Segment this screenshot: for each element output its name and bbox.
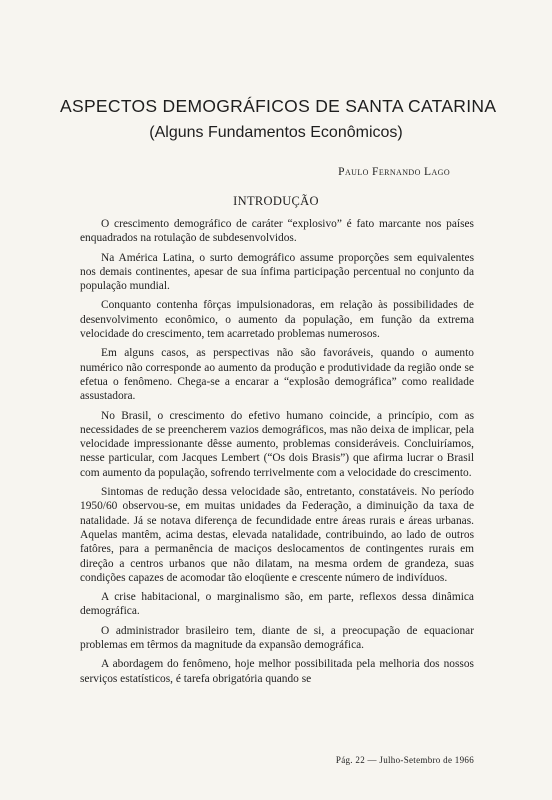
- page-footer: Pág. 22 — Julho-Setembro de 1966: [335, 755, 474, 765]
- paragraph: Em alguns casos, as perspectivas não são favoráveis, quando o aumento numérico não corresponde ao aumento da produção e produtividade da região onde se efetua o fenômeno. Chega-se a encarar a “explosão demográfica” como realidade assustadora.: [80, 347, 474, 403]
- author-name: Paulo Fernando Lago: [338, 166, 450, 178]
- paragraph: Sintomas de redução dessa velocidade são, entretanto, constatáveis. No período 1950/60 observou-se, em muitas unidades da Federação, a diminuição da taxa de natalidade. Já se notava diferença de fecundidade entre áreas rurais e áreas urbanas. Aquelas mantêm, acima destas, elevada natalidade, contribuindo, ao lado de outros fatôres, para a permanência de maciços deslocamentos de contingentes rurais em direção a centros urbanos que não dilatam, na mesma ordem de grandeza, suas condições capazes de acomodar tão eloqüente e crescente número de indivíduos.: [80, 486, 474, 584]
- article-subtitle: (Alguns Fundamentos Econômicos): [149, 124, 403, 141]
- article-body: [80, 217, 474, 691]
- paragraph: O crescimento demográfico de caráter “explosivo” é fato marcante nos países enquadrados na rotulação de subdesenvolvidos.: [80, 218, 474, 245]
- paragraph: Conquanto contenha fôrças impulsionadoras, em relação às possibilidades de desenvolvimento econômico, o aumento da população, em função da extrema velocidade do crescimento, tem acarretado problemas numerosos.: [80, 299, 474, 341]
- section-heading: INTRODUÇÃO: [233, 194, 319, 208]
- paragraph: Na América Latina, o surto demográfico assume proporções sem equivalentes nos demais continentes, apesar de sua ínfima participação percentual no conjunto da população mundial.: [80, 251, 474, 293]
- paragraph: A crise habitacional, o marginalismo são, em parte, reflexos dessa dinâmica demográfica.: [80, 591, 474, 618]
- article-title: ASPECTOS DEMOGRÁFICOS DE SANTA CATARINA: [60, 96, 497, 116]
- paragraph: A abordagem do fenômeno, hoje melhor possibilitada pela melhoria dos nossos serviços estatísticos, é tarefa obrigatória quando se: [80, 658, 474, 685]
- paragraph: No Brasil, o crescimento do efetivo humano coincide, a princípio, com as necessidades de se preencherem vazios demográficos, mas não deixa de implicar, pela velocidade impressionante dêsse aumento, problemas consideráveis. Concluiríamos, nesse particular, com Jacques Lembert (“Os dois Brasis”) que afirma lucrar o Brasil com aumento da população, sofrendo terrivelmente com a velocidade do crescimento.: [80, 409, 474, 479]
- paragraph: O administrador brasileiro tem, diante de si, a preocupação de equacionar problemas em têrmos da magnitude da expansão demográfica.: [80, 624, 474, 652]
